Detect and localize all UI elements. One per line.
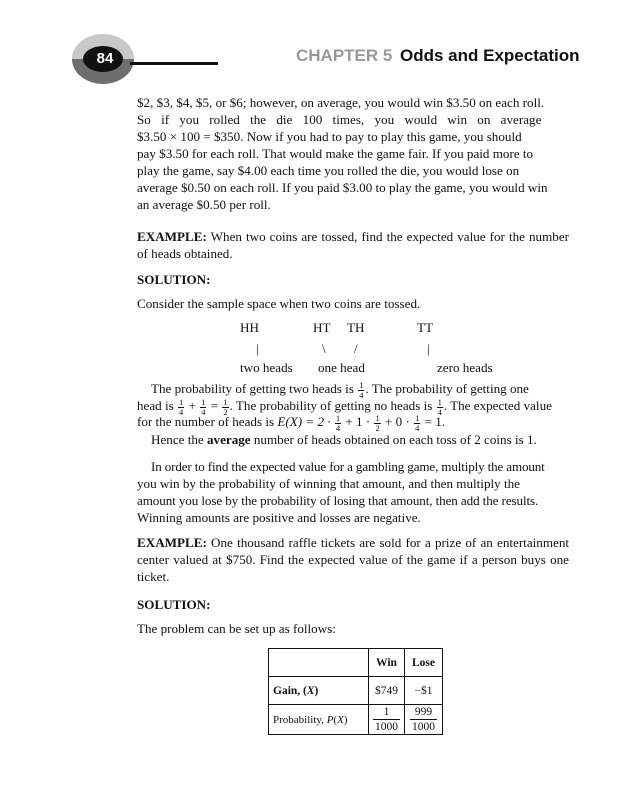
label-two-heads: two heads — [240, 360, 293, 375]
sample-space-intro: Consider the sample space when two coins are tossed. — [137, 296, 421, 311]
table-corner-cell — [269, 649, 369, 677]
text-line: Winning amounts are positive and losses are negative. — [137, 510, 421, 525]
text: Hence the — [151, 432, 207, 447]
text-line: play the game, say $4.00 each time you rolled the die, you would lose on — [137, 163, 520, 178]
fraction: $\frac{1}{4}$ — [437, 397, 442, 417]
text: = — [207, 398, 222, 413]
text: . The probability of getting no heads is — [229, 398, 436, 413]
connector-line: \ — [322, 341, 326, 356]
setup-text: The problem can be set up as follows: — [137, 621, 336, 636]
hence-line — [151, 432, 537, 448]
probability-line-3 — [137, 414, 445, 432]
outcome-ht: HT — [313, 320, 331, 335]
prob-lose: $\frac{999}{1000}$ — [405, 705, 443, 735]
prob-win: $\frac{1}{1000}$ — [369, 705, 405, 735]
example-label: EXAMPLE: — [137, 229, 207, 244]
probability-line-1 — [151, 381, 529, 399]
row-label-probability: Probability, P(X) — [269, 705, 369, 735]
example-raffle — [137, 534, 569, 585]
gain-lose: −$1 — [405, 677, 443, 705]
text-line: So if you rolled the die 100 times, you would win on average — [137, 112, 542, 127]
fraction: $\frac{1}{4}$ — [335, 413, 341, 433]
chapter-title: Odds and Expectation — [400, 46, 580, 65]
example-coins — [137, 228, 569, 262]
fraction: $\frac{1}{2}$ — [375, 413, 380, 433]
outcome-tt: TT — [417, 320, 433, 335]
outcome-hh: HH — [240, 320, 259, 335]
text-line: average $0.50 on each roll. If you paid $3.00 to play the game, you would win — [137, 180, 548, 195]
example-text: One thousand raffle tickets are sold for a prize of an entertainment center valued at $750. Find the expected value of the game if a person buys one ticket. — [137, 535, 569, 584]
connector-line: | — [427, 341, 430, 356]
raffle-table — [268, 648, 443, 735]
header-win: Win — [369, 649, 405, 677]
solution-label: SOLUTION: — [137, 597, 211, 612]
text-line: pay $3.50 for each roll. That would make the game fair. If you paid more to — [137, 146, 534, 161]
connector-line: / — [354, 341, 358, 356]
fraction: $\frac{1}{4}$ — [201, 397, 206, 417]
text: for the number of heads is — [137, 414, 278, 429]
connector-line: | — [256, 341, 259, 356]
page-number: 84 — [96, 50, 114, 67]
formula: E(X) = 2 · — [277, 414, 334, 429]
header-lose: Lose — [405, 649, 443, 677]
header-rule — [130, 62, 218, 65]
text: number of heads obtained on each toss of 2 coins is 1. — [250, 432, 537, 447]
text-line: $2, $3, $4, $5, or $6; however, on average, you would win $3.50 on each roll. — [137, 95, 545, 110]
example-label: EXAMPLE: — [137, 535, 207, 550]
fraction: $\frac{1}{4}$ — [359, 380, 364, 400]
paragraph-expected-die — [137, 94, 569, 213]
text: = 1. — [421, 414, 446, 429]
paragraph-gambling — [137, 458, 569, 526]
text-line: an average $0.50 per roll. — [137, 197, 271, 212]
text: + 1 · — [342, 414, 374, 429]
fraction: $\frac{1}{2}$ — [223, 397, 228, 417]
chapter-label: CHAPTER 5 — [296, 46, 393, 65]
text: The probability of getting two heads is — [151, 381, 358, 396]
solution-label: SOLUTION: — [137, 272, 211, 287]
text: + 0 · — [381, 414, 414, 429]
text: . The probability of getting one — [365, 381, 529, 396]
emphasis: average — [206, 432, 251, 447]
text: . The expected value — [443, 398, 552, 413]
text: + — [185, 398, 200, 413]
fraction: $\frac{1}{4}$ — [415, 413, 420, 433]
text: head is — [137, 398, 177, 413]
text-line: $3.50 × 100 = $350. Now if you had to pay to play this game, you should — [137, 129, 522, 144]
fraction: $\frac{1}{4}$ — [179, 397, 184, 417]
outcome-th: TH — [347, 320, 365, 335]
example-text: When two coins are tossed, find the expected value for the number of heads obtained. — [137, 229, 569, 261]
label-one-head: one head — [318, 360, 365, 375]
text-line: In order to find the expected value for a gambling game, multiply the amount — [151, 459, 545, 474]
gain-win: $749 — [369, 677, 405, 705]
label-zero-heads: zero heads — [437, 360, 493, 375]
text-line: you win by the probability of winning that amount, and then multiply the — [137, 476, 520, 491]
text-line: amount you lose by the probability of losing that amount, then add the results. — [137, 493, 539, 508]
row-label-gain: Gain, (X) — [269, 677, 369, 705]
